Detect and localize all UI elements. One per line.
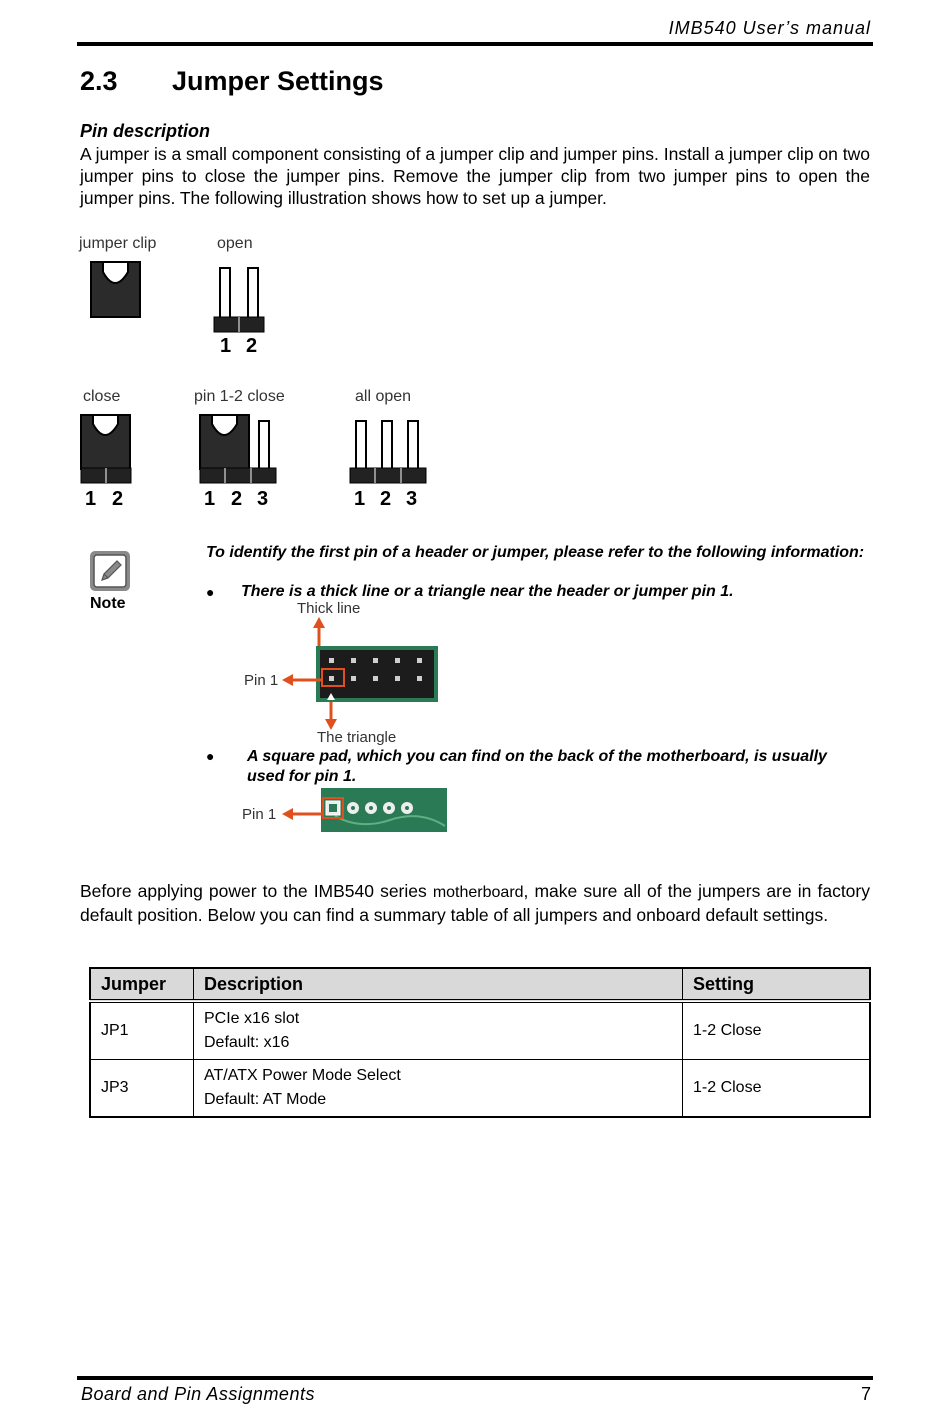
fig2-pin1-label: Pin 1	[242, 806, 277, 823]
label-open: open	[217, 235, 253, 252]
section-title: Jumper Settings	[172, 66, 384, 96]
open-pin-1: 1	[220, 335, 232, 357]
cell-desc-line1: AT/ATX Power Mode Select	[204, 1067, 401, 1084]
cell-description	[194, 1001, 683, 1060]
cell-desc-line1: PCIe x16 slot	[204, 1010, 300, 1027]
label-pin12-close: pin 1-2 close	[194, 388, 285, 405]
note-label: Note	[90, 595, 126, 612]
allopen-pin-2: 2	[380, 488, 392, 510]
pin12-pin-3: 3	[257, 488, 269, 510]
close-pin-2: 2	[112, 488, 124, 510]
header-pin1-figure	[240, 600, 450, 748]
open-jumper-shape	[214, 268, 264, 332]
bullet-2-dot: ●	[206, 748, 215, 764]
table-row	[90, 1060, 870, 1118]
cell-desc-line2: Default: x16	[204, 1034, 290, 1051]
header-jumper: Jumper	[90, 968, 194, 1001]
close-jumper-shape	[81, 415, 131, 483]
all-open-jumper-shape	[350, 421, 426, 483]
table-header-row	[90, 968, 870, 1001]
cell-jumper: JP1	[90, 1001, 194, 1060]
open-pin-2: 2	[246, 335, 258, 357]
note-bullet-2: A square pad, which you can find on the back of the motherboard, is usually used for pin 1.	[247, 748, 827, 785]
pin12-close-jumper-shape	[200, 415, 276, 483]
fig1-thick-line-label: Thick line	[297, 600, 361, 617]
footer-chapter: Board and Pin Assignments	[81, 1384, 315, 1404]
close-pin-1: 1	[85, 488, 97, 510]
section-number: 2.3	[80, 66, 118, 96]
jumper-clip-shape	[91, 262, 140, 317]
note-intro: To identify the first pin of a header or jumper, please refer to the following information:	[206, 544, 865, 561]
before-text-1: Before applying power to the IMB540 series	[80, 881, 433, 901]
allopen-pin-3: 3	[406, 488, 418, 510]
jumper-illustration	[70, 228, 450, 518]
square-pad-figure	[240, 786, 450, 834]
footer-rule	[77, 1376, 873, 1380]
fig1-triangle-label: The triangle	[317, 729, 397, 746]
cell-jumper: JP3	[90, 1060, 194, 1118]
before-power-paragraph	[80, 880, 870, 926]
cell-description	[194, 1060, 683, 1118]
pin12-pin-1: 1	[204, 488, 216, 510]
header-description: Description	[194, 968, 683, 1001]
note-pencil-icon	[89, 550, 131, 592]
header-rule	[77, 42, 873, 46]
allopen-pin-1: 1	[354, 488, 366, 510]
page-number: 7	[860, 1384, 871, 1404]
label-jumper-clip: jumper clip	[79, 235, 157, 252]
label-all-open: all open	[355, 388, 412, 405]
header-setting: Setting	[683, 968, 871, 1001]
bullet-1-dot: ●	[206, 584, 215, 600]
pin-description-text: A jumper is a small component consisting of a jumper clip and jumper pins. Install a jumper clip on two jumper pins to close the jumper pins. Remove the jumper clip from two jumper pins to open the jumper pins. The following illustration shows how to set up a jumper.	[80, 144, 870, 208]
label-close: close	[83, 388, 121, 405]
table-row	[90, 1001, 870, 1060]
header-title: IMB540 User’s manual	[668, 18, 871, 38]
cell-setting: 1-2 Close	[683, 1001, 871, 1060]
pin12-pin-2: 2	[231, 488, 243, 510]
pin-description-title: Pin description	[80, 121, 211, 141]
jumper-table	[89, 967, 871, 1118]
cell-setting: 1-2 Close	[683, 1060, 871, 1118]
fig1-pin1-label: Pin 1	[244, 672, 279, 689]
note-bullet-1: There is a thick line or a triangle near the header or jumper pin 1.	[241, 583, 734, 600]
cell-desc-line2: Default: AT Mode	[204, 1091, 327, 1108]
before-motherboard: motherboard	[432, 884, 524, 901]
before-text-2: , make sure all of the jumpers are in factory default position. Below you can find a summary table of all jumpers and onboard default settings.	[80, 881, 870, 925]
